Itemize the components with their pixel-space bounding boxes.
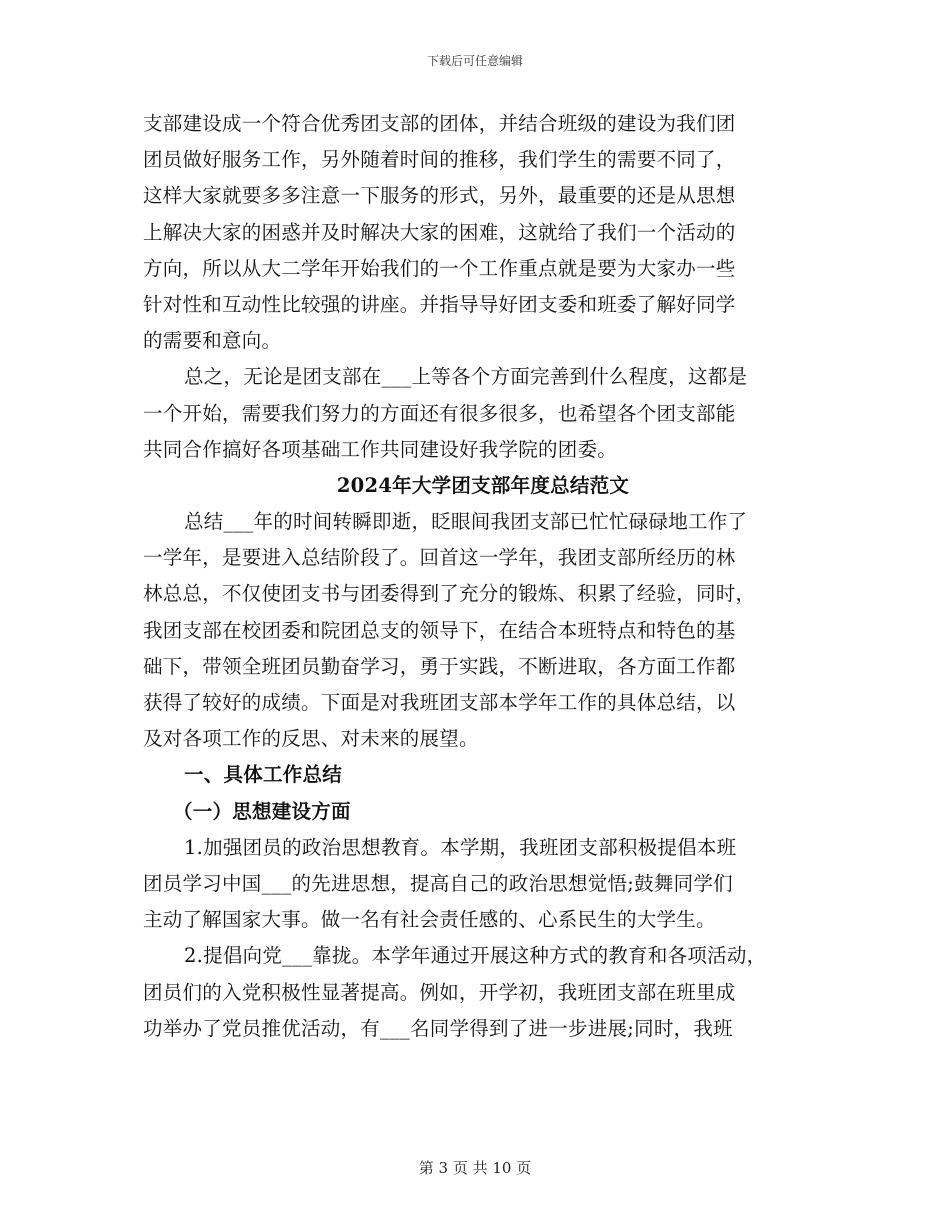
paragraph-start: 2.提倡向党___靠拢。本学年通过开展这种方式的教育和各项活动， (184, 944, 767, 968)
paragraph-start: 总之，无论是团支部在___上等各个方面完善到什么程度，这都是 (184, 365, 748, 389)
text-line: 一个开始，需要我们努力的方面还有很多很多，也希望各个团支部能 (143, 401, 736, 425)
paragraph-start: 1.加强团员的政治思想教育。本学期，我班团支部积极提倡本班 (184, 835, 737, 859)
text-line: 一学年，是要进入总结阶段了。回首这一学年，我团支部所经历的林 (143, 546, 736, 570)
text-line: 针对性和互动性比较强的讲座。并指导导好团支委和班委了解好同学 (143, 292, 736, 316)
text-line: 我团支部在校团委和院团总支的领导下，在结合本班特点和特色的基 (143, 618, 736, 642)
text-line: 共同合作搞好各项基础工作共同建设好我学院的团委。 (143, 437, 618, 461)
section-title: 2024年大学团支部年度总结范文 (336, 473, 630, 497)
text-line: 功举办了党员推优活动，有___名同学得到了进一步进展;同时，我班 (143, 1016, 733, 1040)
text-line: 主动了解国家大事。做一名有社会责任感的、心系民生的大学生。 (143, 908, 716, 932)
text-line: 上解决大家的困惑并及时解决大家的困难，这就给了我们一个活动的 (143, 220, 736, 244)
page-header: 下载后可任意编辑 (426, 54, 523, 68)
text-line: 这样大家就要多多注意一下服务的形式，另外，最重要的还是从思想 (143, 184, 736, 208)
document-body (143, 106, 823, 1047)
text-line: 方向，所以从大二学年开始我们的一个工作重点就是要为大家办一些 (143, 256, 736, 280)
text-line: 团员学习中国___的先进思想，提高自己的政治思想觉悟;鼓舞同学们 (143, 871, 733, 895)
heading-level-2: （一）思想建设方面 (173, 799, 351, 823)
text-line: 林总总，不仅使团支书与团委得到了充分的锻炼、积累了经验，同时， (143, 582, 756, 606)
heading-level-1: 一、具体工作总结 (184, 763, 343, 787)
text-line: 团员做好服务工作，另外随着时间的推移，我们学生的需要不同了， (143, 148, 736, 172)
text-line: 的需要和意向。 (143, 329, 282, 353)
paragraph-start: 总结___年的时间转瞬即逝，眨眼间我团支部已忙忙碌碌地工作了 (184, 510, 748, 534)
text-line: 团员们的入党积极性显著提高。例如，开学初，我班团支部在班里成 (143, 980, 736, 1004)
text-line: 获得了较好的成绩。下面是对我班团支部本学年工作的具体总结，以 (143, 691, 736, 714)
page-footer: 第 3 页 共 10 页 (418, 1159, 532, 1177)
text-line: 支部建设成一个符合优秀团支部的团体，并结合班级的建设为我们团 (143, 112, 736, 135)
text-line: 及对各项工作的反思、对未来的展望。 (143, 727, 479, 751)
text-line: 础下，带领全班团员勤奋学习，勇于实践，不断进取，各方面工作都 (143, 654, 736, 678)
